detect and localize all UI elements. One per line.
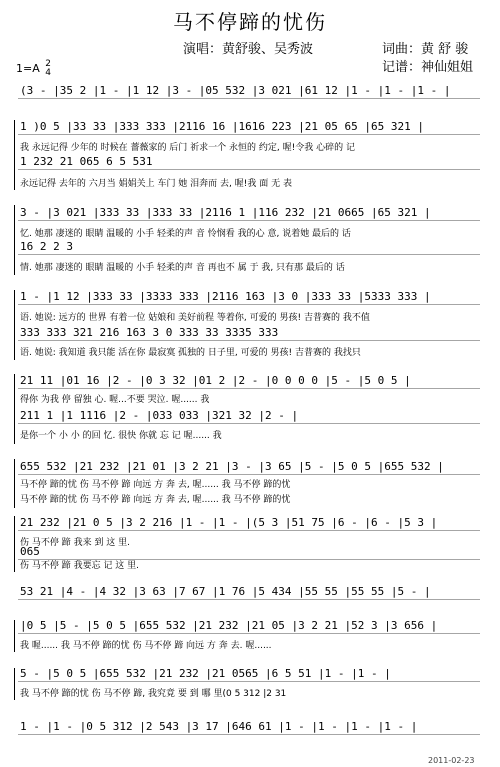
notation-row: 5 - |5 0 5 |655 532 |21 232 |21 0565 |6 5 51 |1 - |1 - | (20, 667, 391, 680)
lyric-row: 马不停 蹄的忧 伤 马不停 蹄 向远 方 奔 去, 喔...... 我 马不停 蹄的忧 (20, 495, 291, 505)
time-signature (45, 60, 51, 78)
beam-line (18, 304, 480, 305)
beam-line (18, 134, 480, 135)
system-bracket (14, 668, 15, 700)
song-title: 马不停蹄的忧伤 (173, 10, 327, 34)
lyricist-line: 词曲：黄 舒 骏 (382, 42, 469, 57)
lyric-row: 伤 马不停 蹄 我来 到 这 里. (20, 538, 131, 548)
transcriber-line: 记谱：神仙姐姐 (382, 60, 474, 75)
beam-line (18, 98, 480, 99)
notation-row: 1 )0 5 |33 33 |333 333 |2116 16 |1616 223 |21 05 65 |65 321 | (20, 120, 424, 133)
system-bracket (14, 374, 15, 444)
lyric-row: 我 永远记得 少年的 时候在 薔薇家的 后门 祈求一个 永恒的 约定, 喔!令我 心碎的 记 (20, 143, 355, 153)
beam-line (18, 169, 480, 170)
lyric-row: 忆. 她那 凄迷的 眼睛 温暖的 小手 轻柔的声 音 怜悯看 我的心 意, 说着她 最后的 话 (20, 229, 351, 239)
notation-row: |0 5 |5 - |5 0 5 |655 532 |21 232 |21 05 |3 2 21 |52 3 |3 656 | (20, 619, 438, 632)
lyric-row: 语. 她说: 远方的 世界 有着一位 姑娘和 美好前程 等着你, 可爱的 男孩! 吉普赛的 我不值 (20, 313, 370, 323)
notation-row: (3 - |35 2 |1 - |1 12 |3 - |05 532 |3 021 |61 12 |1 - |1 - |1 - | (20, 84, 451, 97)
performers-line: 演唱：黄舒骏、吴秀波 (183, 42, 314, 57)
beam-line (18, 599, 480, 600)
lyric-row: 得你 为我 停 留独 心. 喔...不要 哭泣. 喔...... 我 (20, 395, 210, 405)
lyric-row: 情. 她那 凄迷的 眼睛 温暖的 小手 轻柔的声 音 再也不 属 于 我, 只有那 最后的 话 (20, 263, 345, 273)
beam-line (18, 474, 480, 475)
system-bracket (14, 516, 15, 572)
time-bottom: 4 (45, 68, 51, 78)
time-top: 2 (45, 59, 51, 69)
key-label: 1=A (16, 62, 40, 75)
notation-row: 53 21 |4 - |4 32 |3 63 |7 67 |1 76 |5 434 |55 55 |55 55 |5 - | (20, 585, 431, 598)
notation-row: 21 11 |01 16 |2 - |0 3 32 |01 2 |2 - |0 0 0 0 |5 - |5 0 5 | (20, 374, 411, 387)
beam-line (18, 734, 480, 735)
beam-line (18, 633, 480, 634)
notation-row: 065 (20, 545, 40, 558)
notation-row: 1 232 21 065 6 5 531 (20, 155, 153, 168)
notation-row: 1 - |1 - |0 5 312 |2 543 |3 17 |646 61 |1 - |1 - |1 - |1 - | (20, 720, 418, 733)
date-corner: 2011-02-23 (428, 756, 475, 765)
lyric-row: 语. 她说: 我知道 我只能 活在你 最寂寞 孤独的 日子里, 可爱的 男孩! 吉普赛的 我找只 (20, 348, 361, 358)
system-bracket (14, 620, 15, 652)
lyric-row: 我 马不停 蹄的忧 伤 马不停 蹄, 我究竟 要 到 哪 里(0 5 312 |2 31 (20, 689, 287, 699)
lyric-row: 我 喔...... 我 马不停 蹄的忧 伤 马不停 蹄 向远 方 奔 去. 喔...... (20, 641, 272, 651)
system-bracket (14, 205, 15, 275)
notation-row: 211 1 |1 1116 |2 - |033 033 |321 32 |2 - | (20, 409, 299, 422)
beam-line (18, 254, 480, 255)
beam-line (18, 530, 480, 531)
beam-line (18, 423, 480, 424)
notation-row: 21 232 |21 0 5 |3 2 216 |1 - |1 - |(5 3 |51 75 |6 - |6 - |5 3 | (20, 516, 438, 529)
beam-line (18, 388, 480, 389)
notation-row: 16 2 2 3 (20, 240, 73, 253)
notation-row: 655 532 |21 232 |21 01 |3 2 21 |3 - |3 65 |5 - |5 0 5 |655 532 | (20, 460, 444, 473)
lyric-row: 马不停 蹄的忧 伤 马不停 蹄 向远 方 奔 去, 喔...... 我 马不停 蹄的忧 (20, 480, 291, 490)
system-bracket (14, 120, 15, 190)
notation-row: 1 - |1 12 |333 33 |3333 333 |2116 163 |3 0 |333 33 |5333 333 | (20, 290, 431, 303)
system-bracket (14, 459, 15, 508)
notation-row: 3 - |3 021 |333 33 |333 33 |2116 1 |116 232 |21 0665 |65 321 | (20, 206, 431, 219)
beam-line (18, 681, 480, 682)
lyric-row: 伤 马不停 蹄 我要忘 记 这 里. (20, 561, 140, 571)
beam-line (18, 220, 480, 221)
beam-line (18, 340, 480, 341)
lyric-row: 是你一个 小 小 的回 忆. 很快 你就 忘 记 喔...... 我 (20, 431, 222, 441)
key-signature (16, 60, 51, 78)
notation-row: 333 333 321 216 163 3 0 333 33 3335 333 (20, 326, 279, 339)
system-bracket (14, 290, 15, 360)
lyric-row: 永远记得 去年的 六月当 娟娟关上 车门 她 泪奔而 去, 喔!我 面 无 表 (20, 179, 292, 189)
beam-line (18, 559, 480, 560)
